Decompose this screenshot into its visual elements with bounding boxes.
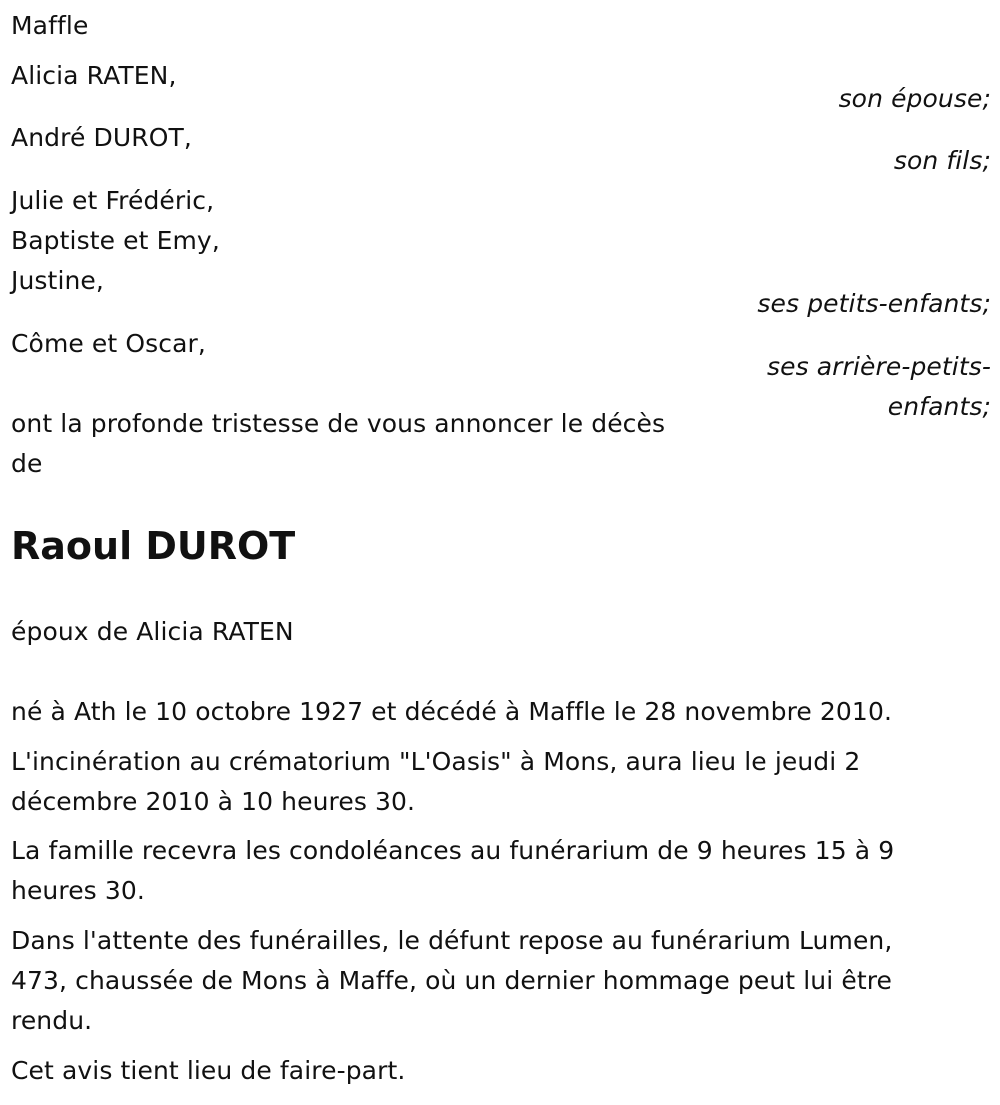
- family-name-grandchildren-1: Julie et Frédéric,: [11, 186, 215, 215]
- relation-spouse: son épouse;: [838, 84, 991, 113]
- birth-death-line: né à Ath le 10 octobre 1927 et décédé à Maffle le 28 novembre 2010.: [11, 697, 892, 726]
- family-name-great-grandchildren: Côme et Oscar,: [11, 329, 206, 358]
- spouse-line: époux de Alicia RATEN: [11, 617, 294, 646]
- condolences-line2: heures 30.: [11, 876, 145, 905]
- rest-line2: 473, chaussée de Mons à Maffe, où un dernier hommage peut lui être: [11, 966, 893, 995]
- cremation-line2: décembre 2010 à 10 heures 30.: [11, 787, 416, 816]
- rest-line3: rendu.: [11, 1006, 93, 1035]
- relation-son: son fils;: [893, 146, 991, 175]
- relation-great-grandchildren-line2: enfants;: [887, 392, 991, 421]
- deceased-name: Raoul DUROT: [11, 524, 296, 568]
- rest-line1: Dans l'attente des funérailles, le défunt repose au funérarium Lumen,: [11, 926, 893, 955]
- relation-great-grandchildren-line1: ses arrière-petits-: [766, 352, 991, 381]
- announcement-line2: de: [11, 449, 43, 478]
- family-name-son: André DUROT,: [11, 123, 192, 152]
- notice-line: Cet avis tient lieu de faire-part.: [11, 1056, 406, 1085]
- relation-grandchildren: ses petits-enfants;: [757, 289, 991, 318]
- family-name-grandchildren-3: Justine,: [11, 266, 104, 295]
- place-heading: Maffle: [11, 11, 89, 40]
- condolences-line1: La famille recevra les condoléances au funérarium de 9 heures 15 à 9: [11, 836, 895, 865]
- family-name-spouse: Alicia RATEN,: [11, 61, 177, 90]
- cremation-line1: L'incinération au crématorium "L'Oasis" à Mons, aura lieu le jeudi 2: [11, 747, 861, 776]
- announcement-line1: ont la profonde tristesse de vous annoncer le décès: [11, 409, 666, 438]
- family-name-grandchildren-2: Baptiste et Emy,: [11, 226, 220, 255]
